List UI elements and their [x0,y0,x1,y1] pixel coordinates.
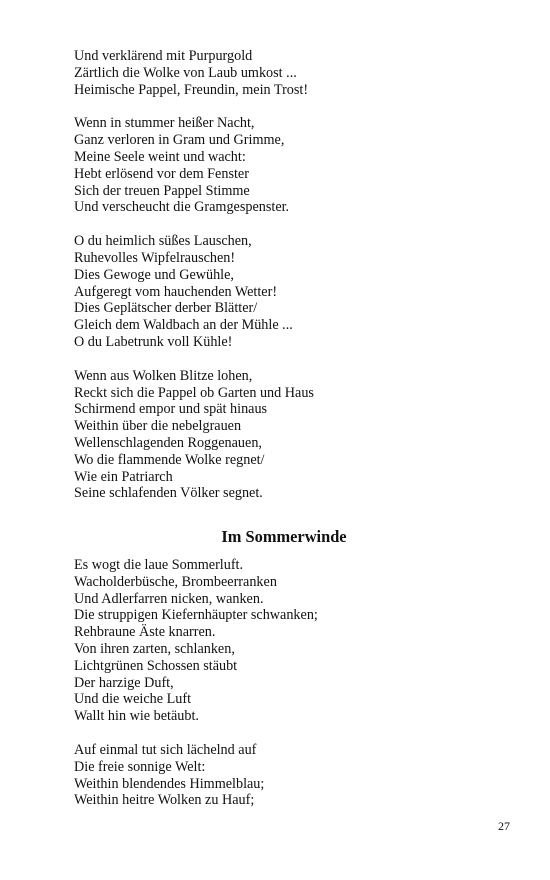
verse-line: Es wogt die laue Sommerluft. [74,557,244,573]
verse-line: Die struppigen Kiefernhäupter schwanken; [74,607,318,624]
verse-line: Weithin blendendes Himmelblau; [74,775,265,792]
verse-line: Wenn in stummer heißer Nacht, [74,115,255,132]
verse-line: Gleich dem Waldbach an der Mühle ... [74,317,293,334]
verse-line: Der harzige Duft, [74,674,174,691]
verse-line: Und verscheucht die Gramgespenster. [74,199,290,216]
verse-line: Und die weiche Luft [74,691,192,708]
verse-line: Heimische Pappel, Freundin, mein Trost! [74,81,309,98]
verse-line: Lichtgrünen Schossen stäubt [74,657,238,674]
stanza [74,48,494,98]
page-number: 27 [498,819,510,833]
verse-line: Ruhevolles Wipfelrauschen! [74,249,236,266]
verse-line: Dies Gewoge und Gewühle, [74,266,234,283]
verse-line: Von ihren zarten, schlanken, [74,640,235,657]
stanza [74,742,494,809]
verse-line: Die freie sonnige Welt: [74,758,206,775]
verse-line: Und verklärend mit Purpurgold [74,48,253,64]
verse-line: Wie ein Patriarch [74,468,173,485]
stanza [74,368,494,502]
verse-line: Rehbraune Äste knarren. [74,624,216,641]
verse-line: Wo die flammende Wolke regnet/ [74,451,265,468]
verse-line: Wacholderbüsche, Brombeerranken [74,573,277,590]
verse-line: Wallt hin wie betäubt. [74,708,199,725]
poem-continuation [74,48,494,519]
stanza [74,115,494,216]
verse-line: O du heimlich süßes Lauschen, [74,233,252,250]
verse-line: Weithin über die nebelgrauen [74,418,242,435]
stanza [74,233,494,351]
verse-line: Weithin heitre Wolken zu Hauf; [74,792,255,809]
verse-line: Aufgeregt vom hauchenden Wetter! [74,283,278,300]
verse-line: Und Adlerfarren nicken, wanken. [74,590,264,607]
verse-line: Zärtlich die Wolke von Laub umkost ... [74,64,297,81]
verse-line: Meine Seele weint und wacht: [74,148,246,165]
poem-body [74,557,494,826]
verse-line: Ganz verloren in Gram und Grimme, [74,132,285,149]
verse-line: O du Labetrunk voll Kühle! [74,333,233,350]
verse-line: Wenn aus Wolken Blitze lohen, [74,367,253,384]
verse-line: Reckt sich die Pappel ob Garten und Haus [74,384,314,401]
verse-line: Dies Geplätscher derber Blätter/ [74,300,258,317]
poem-title: Im Sommerwinde [221,527,347,546]
stanza [74,557,494,725]
verse-line: Sich der treuen Pappel Stimme [74,182,250,199]
verse-line: Wellenschlagenden Roggenauen, [74,434,262,451]
verse-line: Auf einmal tut sich lächelnd auf [74,741,257,758]
verse-line: Schirmend empor und spät hinaus [74,401,268,418]
verse-line: Seine schlafenden Völker segnet. [74,485,263,502]
verse-line: Hebt erlösend vor dem Fenster [74,165,249,182]
